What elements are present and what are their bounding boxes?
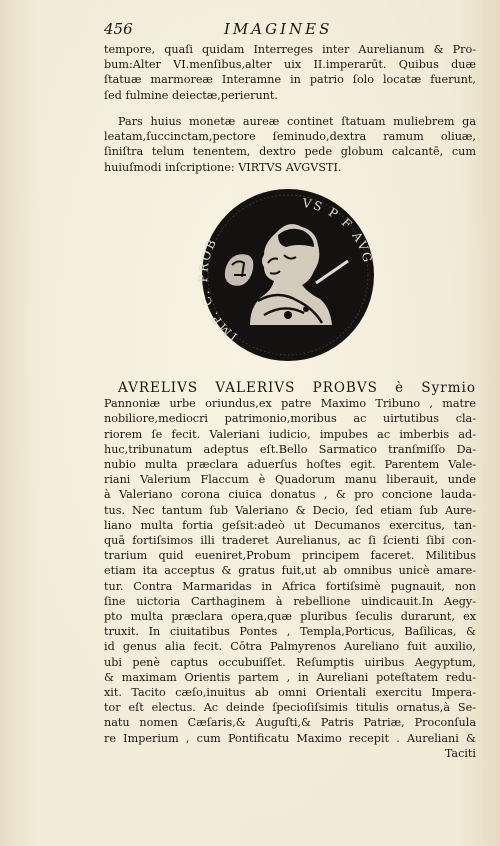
coin-description-paragraph — [104, 114, 476, 175]
text-line: trarium quid eueniret,Probum principem faceret. Militibus — [104, 549, 476, 563]
text-line: riorem ſe fecit. Valeriani iudicio, impubes ac imberbis ad- — [104, 427, 476, 441]
text-line: ubi penè captus occubuiſſet. Reſumptis uiribus Aegyptum, — [104, 655, 476, 669]
text-line: AVRELIVS VALERIVS PROBVS è Syrmio — [118, 381, 476, 396]
biography-paragraph — [104, 381, 476, 761]
text-line: Pannoniæ urbe oriundus,ex patre Maximo Tribuno , matre — [104, 397, 476, 411]
text-line: ſed fulmine deiectæ,perierunt. — [104, 88, 278, 102]
catchword: Taciti — [444, 746, 476, 760]
text-line: re Imperium , cum Pontificatu Maximo recepit . Aureliani & — [104, 731, 476, 745]
text-line: natu nomen Cæſaris,& Auguſti,& Patris Patriæ, Proconſula — [104, 716, 476, 730]
intro-paragraph — [104, 42, 476, 103]
text-line: tur. Contra Marmaridas in Africa fortiſsimè pugnauit, non — [104, 579, 476, 593]
text-line: huiuſmodi inſcriptione: VIRTVS AVGVSTI. — [104, 160, 342, 174]
text-line: & maximam Orientis partem , in Aureliani poteſtatem redu- — [104, 670, 476, 684]
text-line: riani Valerium Flaccum è Quadorum manu liberauit, unde — [104, 473, 476, 487]
coin-legend-left: IMP. C. OB — [198, 235, 240, 344]
text-line: id genus alia fecit. Cōtra Palmyrenos Aureliano fuit auxilio, — [104, 640, 476, 654]
running-header — [104, 20, 474, 42]
text-line: tor eſt electus. Ac deinde ſpecioſiſsimis titulis ornatus,à Se- — [104, 701, 476, 715]
text-line: leatam,ſuccinctam,pectore ſeminudo,dextra ramum oliuæ, — [104, 130, 476, 144]
text-line: ſine uictoria Carthaginem à rebellione uindicauit.In Aegy- — [104, 594, 476, 608]
text-line: bum:Alter VI.menſibus,alter uix II.imperarūt. Quibus duæ — [104, 58, 476, 72]
text-line: pto multa præclara opera,quæ pluribus ſeculis durarunt, ex — [104, 610, 476, 624]
text-line: Pars huius monetæ aureæ continet ſtatuam muliebrem ga — [118, 115, 476, 128]
page-number: 456 — [104, 20, 133, 38]
text-line: huc,tribunatum adeptus eſt.Bello Sarmatico tranſmiſſo Da- — [104, 442, 476, 456]
text-line: tus. Nec tantum ſub Valeriano & Decio, ſed etiam ſub Aure- — [104, 503, 476, 517]
text-line: ſiniſtra telum tenentem, dextro pede globum calcantē, cum — [104, 145, 476, 159]
text-line: nubio multa præclara aduerſus hoſtes egit. Parentem Vale- — [104, 458, 476, 472]
coin-portrait-illustration — [198, 185, 378, 365]
text-line: truxit. In ciuitatibus Pontes , Templa,Porticus, Baſilicas, & — [104, 625, 476, 639]
text-line: à Valeriano corona ciuica donatus , & pro concione lauda- — [104, 488, 476, 502]
text-line: ſtatuæ marmoreæ Interamne in patrio ſolo locatæ fuerunt, — [104, 73, 476, 87]
text-line: quā fortiſsimos illi traderet Aurelianus, ac ſi ſcienti ſibi con- — [104, 534, 476, 548]
text-line: xit. Tacito cæſo,inuitus ab omni Orientali exercitu Impera- — [104, 686, 476, 700]
text-line: nobiliore,mediocri patrimonio,moribus ac uirtutibus cla- — [104, 412, 476, 426]
text-line: tempore, quaſi quidam Interreges inter Aurelianum & Pro- — [104, 43, 476, 56]
coin-engraving — [198, 185, 378, 365]
text-line: etiam ita acceptus & gratus fuit,ut ab omnibus unicè amare- — [104, 564, 476, 578]
running-title: IMAGINES — [224, 20, 333, 38]
text-line: liano multa fortia geſsit:adeò ut Decumanos exercitus, tan- — [104, 518, 476, 532]
coin-legend-right: VS P F AVG — [301, 195, 376, 266]
